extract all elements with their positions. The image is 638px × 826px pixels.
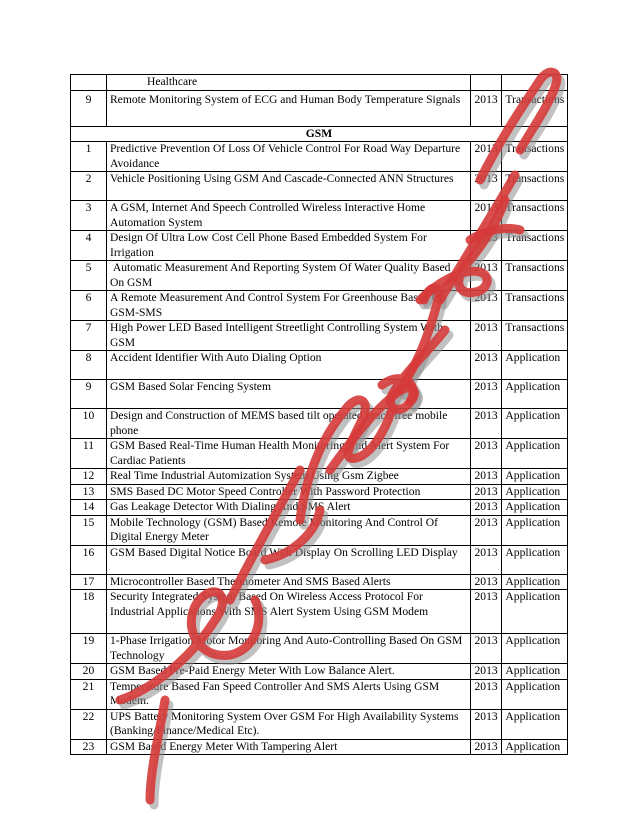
year-cell: 2013: [470, 172, 502, 201]
year-cell: 2013: [470, 409, 502, 439]
project-title-cell: 1-Phase Irrigation Motor Monitoring And Auto-Controlling Based On GSM Technology: [106, 634, 470, 664]
year-cell: 2013: [470, 469, 502, 485]
project-title-cell: Vehicle Positioning Using GSM And Cascade-Connected ANN Structures: [106, 172, 470, 201]
serial-number-cell: 1: [71, 142, 107, 172]
project-title-cell: Design and Construction of MEMS based tilt operated touch free mobile phone: [106, 409, 470, 439]
year-cell: 2013: [470, 201, 502, 231]
table-row: [71, 709, 568, 739]
type-cell: Transactions: [502, 201, 568, 231]
type-cell: Transactions: [502, 231, 568, 261]
project-title-cell: UPS Battery Monitoring System Over GSM For High Availability Systems (Banking/Finance/Medical Etc).: [106, 709, 470, 739]
table-row: [71, 351, 568, 380]
project-title-cell: Accident Identifier With Auto Dialing Option: [106, 351, 470, 380]
table-row: [71, 634, 568, 664]
table-row: [71, 739, 568, 755]
project-title-cell: Microcontroller Based Thermometer And SMS Based Alerts: [106, 574, 470, 590]
serial-number-cell: 8: [71, 351, 107, 380]
table-row: [71, 679, 568, 709]
table-row: [71, 231, 568, 261]
table-row: [71, 321, 568, 351]
table-row: [71, 515, 568, 545]
project-title-cell: Remote Monitoring System of ECG and Human Body Temperature Signals: [106, 90, 470, 126]
table-row: [71, 545, 568, 574]
serial-number-cell: [71, 75, 107, 91]
year-cell: 2013: [470, 500, 502, 516]
year-cell: 2013: [470, 321, 502, 351]
table-row: [71, 90, 568, 126]
serial-number-cell: 4: [71, 231, 107, 261]
table-row: [71, 201, 568, 231]
project-title-cell: A Remote Measurement And Control System For Greenhouse Based On GSM-SMS: [106, 291, 470, 321]
serial-number-cell: 18: [71, 590, 107, 634]
projects-table-body: [71, 75, 568, 755]
type-cell: Application: [502, 709, 568, 739]
type-cell: Application: [502, 590, 568, 634]
year-cell: 2013: [470, 590, 502, 634]
serial-number-cell: 17: [71, 574, 107, 590]
serial-number-cell: 9: [71, 380, 107, 409]
year-cell: 2013: [470, 634, 502, 664]
type-cell: Transactions: [502, 90, 568, 126]
type-cell: [502, 75, 568, 91]
type-cell: Transactions: [502, 142, 568, 172]
serial-number-cell: 7: [71, 321, 107, 351]
project-title-cell: Temperature Based Fan Speed Controller And SMS Alerts Using GSM Modem.: [106, 679, 470, 709]
table-row: [71, 500, 568, 516]
serial-number-cell: 14: [71, 500, 107, 516]
type-cell: Application: [502, 439, 568, 469]
serial-number-cell: 13: [71, 484, 107, 500]
serial-number-cell: 9: [71, 90, 107, 126]
type-cell: Application: [502, 664, 568, 680]
project-title-cell: GSM Based Real-Time Human Health Monitoring And Alert System For Cardiac Patients: [106, 439, 470, 469]
table-row: [71, 172, 568, 201]
project-title-cell: Real Time Industrial Automization System Using Gsm Zigbee: [106, 469, 470, 485]
type-cell: Application: [502, 739, 568, 755]
table-row: [71, 142, 568, 172]
serial-number-cell: 3: [71, 201, 107, 231]
year-cell: 2013: [470, 515, 502, 545]
project-title-cell: Healthcare: [106, 75, 470, 91]
table-row: [71, 409, 568, 439]
table-row: [71, 75, 568, 91]
type-cell: Application: [502, 469, 568, 485]
project-title-cell: Predictive Prevention Of Loss Of Vehicle Control For Road Way Departure Avoidance: [106, 142, 470, 172]
serial-number-cell: 5: [71, 261, 107, 291]
year-cell: 2013: [470, 574, 502, 590]
year-cell: 2013: [470, 664, 502, 680]
table-row: [71, 291, 568, 321]
serial-number-cell: 16: [71, 545, 107, 574]
serial-number-cell: 10: [71, 409, 107, 439]
project-title-cell: Design Of Ultra Low Cost Cell Phone Based Embedded System For Irrigation: [106, 231, 470, 261]
project-title-cell: Mobile Technology (GSM) Based Remote Monitoring And Control Of Digital Energy Meter: [106, 515, 470, 545]
table-row: [71, 380, 568, 409]
year-cell: 2013: [470, 545, 502, 574]
project-title-cell: A GSM, Internet And Speech Controlled Wireless Interactive Home Automation System: [106, 201, 470, 231]
table-row: [71, 590, 568, 634]
year-cell: 2013: [470, 484, 502, 500]
year-cell: 2013: [470, 142, 502, 172]
table-row: [71, 574, 568, 590]
projects-table: [70, 74, 568, 755]
type-cell: Application: [502, 484, 568, 500]
type-cell: Application: [502, 351, 568, 380]
type-cell: Transactions: [502, 261, 568, 291]
serial-number-cell: 15: [71, 515, 107, 545]
table-row: [71, 664, 568, 680]
section-header-row: [71, 126, 568, 142]
type-cell: Application: [502, 380, 568, 409]
type-cell: Application: [502, 409, 568, 439]
project-title-cell: High Power LED Based Intelligent Streetlight Controlling System With GSM: [106, 321, 470, 351]
serial-number-cell: 6: [71, 291, 107, 321]
year-cell: 2013: [470, 261, 502, 291]
year-cell: 2013: [470, 351, 502, 380]
project-title-cell: Security Integrated System Based On Wireless Access Protocol For Industrial Applications With SMS Alert System Using GSM Modem: [106, 590, 470, 634]
section-title: GSM: [71, 126, 568, 142]
project-title-cell: GSM Based Solar Fencing System: [106, 380, 470, 409]
table-row: [71, 261, 568, 291]
table-row: [71, 439, 568, 469]
type-cell: Application: [502, 574, 568, 590]
year-cell: 2013: [470, 231, 502, 261]
project-title-cell: GSM Based Pre-Paid Energy Meter With Low Balance Alert.: [106, 664, 470, 680]
serial-number-cell: 20: [71, 664, 107, 680]
serial-number-cell: 11: [71, 439, 107, 469]
table-row: [71, 469, 568, 485]
type-cell: Application: [502, 500, 568, 516]
project-title-cell: Gas Leakage Detector With Dialing And SMS Alert: [106, 500, 470, 516]
type-cell: Transactions: [502, 172, 568, 201]
year-cell: 2013: [470, 679, 502, 709]
table-row: [71, 484, 568, 500]
type-cell: Application: [502, 679, 568, 709]
project-title-cell: Automatic Measurement And Reporting System Of Water Quality Based On GSM: [106, 261, 470, 291]
year-cell: 2013: [470, 380, 502, 409]
project-title-cell: SMS Based DC Motor Speed Controller With Password Protection: [106, 484, 470, 500]
serial-number-cell: 12: [71, 469, 107, 485]
serial-number-cell: 21: [71, 679, 107, 709]
year-cell: 2013: [470, 739, 502, 755]
project-title-cell: GSM Based Energy Meter With Tampering Alert: [106, 739, 470, 755]
serial-number-cell: 22: [71, 709, 107, 739]
type-cell: Transactions: [502, 321, 568, 351]
year-cell: 2013: [470, 90, 502, 126]
year-cell: 2013: [470, 709, 502, 739]
serial-number-cell: 19: [71, 634, 107, 664]
type-cell: Application: [502, 515, 568, 545]
serial-number-cell: 23: [71, 739, 107, 755]
project-title-cell: GSM Based Digital Notice Board With Display On Scrolling LED Display: [106, 545, 470, 574]
year-cell: 2013: [470, 439, 502, 469]
serial-number-cell: 2: [71, 172, 107, 201]
type-cell: Transactions: [502, 291, 568, 321]
type-cell: Application: [502, 634, 568, 664]
year-cell: 2013: [470, 291, 502, 321]
year-cell: [470, 75, 502, 91]
type-cell: Application: [502, 545, 568, 574]
